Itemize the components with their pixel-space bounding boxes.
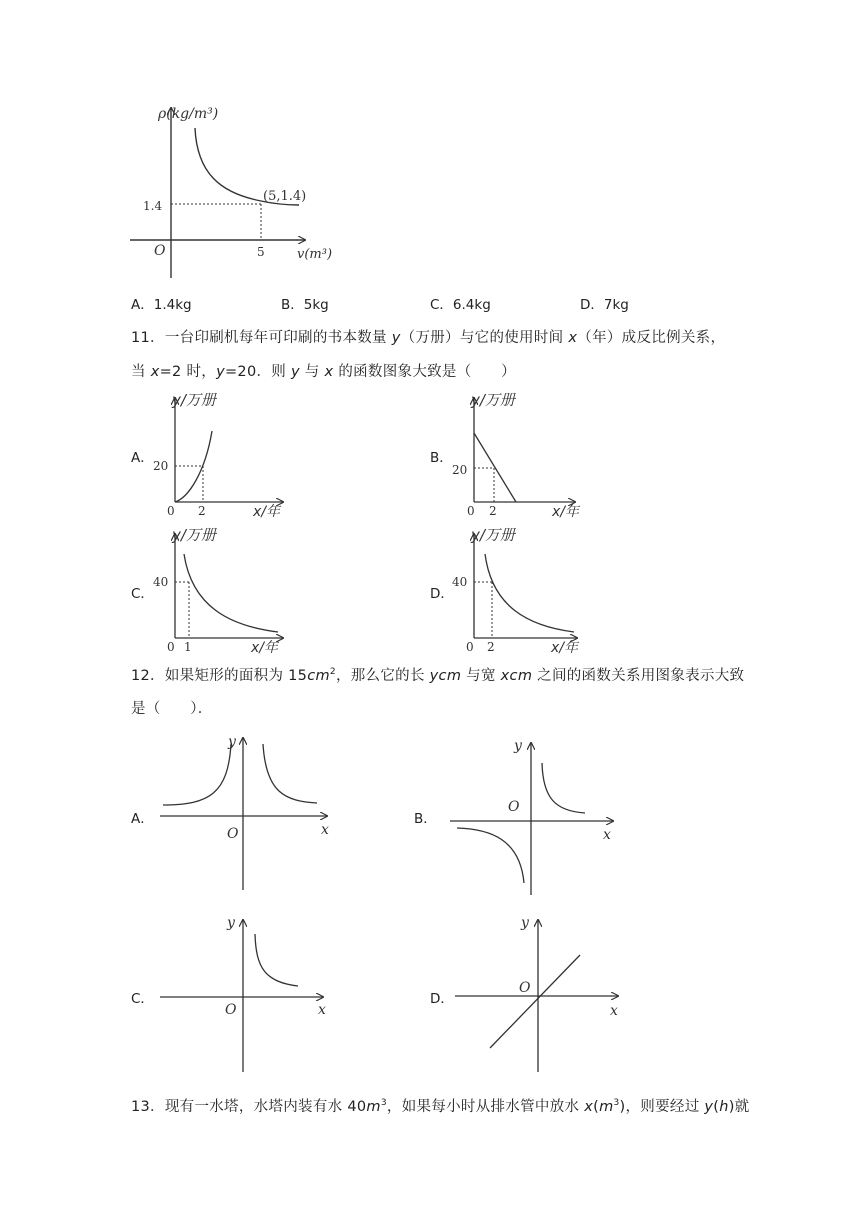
curve [255, 934, 298, 986]
x-axis-label: x/年 [551, 640, 579, 656]
origin-label: O [227, 826, 239, 842]
y-label: y [227, 915, 235, 931]
q12-option-d-label[interactable]: D． [430, 991, 454, 1007]
y-label: y [228, 734, 236, 750]
x-tick-label: 2 [489, 504, 497, 518]
q12-option-a-label[interactable]: A． [131, 811, 154, 827]
x-tick-label: 2 [198, 504, 206, 518]
q10-option-c[interactable]: C．6.4kg [430, 297, 491, 313]
origin-label: O [519, 980, 531, 996]
line [490, 955, 580, 1048]
curve-right [263, 744, 317, 803]
q10-option-d[interactable]: D．7kg [580, 297, 629, 313]
q11-option-c-label[interactable]: C． [131, 586, 154, 602]
x-label: x [318, 1002, 326, 1018]
y-tick-label: 20 [452, 463, 468, 477]
x-label: x [321, 822, 329, 838]
line [474, 433, 516, 502]
q12-graph-a[interactable] [155, 728, 340, 893]
x-axis-label: x/年 [552, 504, 580, 520]
y-label: y [514, 738, 522, 754]
curve [485, 554, 574, 632]
point-label: (5,1.4) [263, 189, 307, 204]
q11-graph-b[interactable] [450, 388, 580, 520]
origin-label: O [508, 799, 520, 815]
origin-label: 0 [167, 640, 175, 654]
q12-graph-d[interactable] [450, 910, 625, 1075]
y-axis-label: y/万册 [172, 391, 216, 409]
q11-graph-c[interactable] [150, 522, 290, 654]
y-axis-label: y/万册 [471, 526, 515, 544]
curve-left [163, 744, 231, 805]
origin-label: 0 [467, 504, 475, 518]
x-tick-label: 1 [184, 640, 192, 654]
q12-option-b-label[interactable]: B． [414, 811, 437, 827]
q11-option-b-label[interactable]: B． [430, 450, 453, 466]
q11-text-line1: 11．一台印刷机每年可印刷的书本数量 y（万册）与它的使用时间 x（年）成反比例关系， [131, 330, 726, 346]
curve [184, 554, 278, 632]
y-tick-label: 1.4 [143, 199, 163, 213]
q12-text-line1: 12．如果矩形的面积为 $15cm^2$，那么它的长 ycm 与宽 xcm 之间的函数关系用图象表示大致 [131, 667, 745, 684]
x-axis-label: v(m³) [297, 247, 333, 262]
q10-option-b[interactable]: B．5kg [281, 297, 329, 313]
q10-density-volume-graph [125, 98, 355, 283]
x-label: x [603, 827, 611, 843]
q11-option-a-label[interactable]: A． [131, 450, 154, 466]
q12-text-line2: 是（ ）． [131, 701, 213, 717]
x-label: x [610, 1003, 618, 1019]
x-axis-label: x/年 [251, 640, 279, 656]
q12-graph-c[interactable] [155, 910, 335, 1075]
y-axis-label: y/万册 [471, 391, 515, 409]
origin-label: O [225, 1002, 237, 1018]
q12-graph-b[interactable] [445, 733, 620, 898]
q11-graph-a[interactable] [150, 388, 290, 520]
q13-text-line1: 13．现有一水塔，水塔内装有水 $40m^3$，如果每小时从排水管中放水 $x(m^3)$，则要经过 y(h)就 [131, 1098, 750, 1115]
q11-text-line2: 当 x=2 时，y=20．则 y 与 x 的函数图象大致是（ ） [131, 364, 516, 380]
curve-q1 [542, 763, 585, 813]
curve-q3 [457, 828, 524, 883]
y-axis-label: ρ(kg/m³) [158, 106, 219, 122]
q11-graph-d[interactable] [450, 522, 582, 654]
y-label: y [521, 915, 529, 931]
origin-label: O [154, 243, 166, 259]
x-axis-label: x/年 [253, 504, 281, 520]
y-tick-label: 20 [153, 459, 169, 473]
x-tick-label: 2 [487, 640, 495, 654]
y-tick-label: 40 [452, 575, 468, 589]
q12-option-c-label[interactable]: C． [131, 991, 154, 1007]
x-tick-label: 5 [257, 245, 265, 259]
y-tick-label: 40 [153, 575, 169, 589]
origin-label: 0 [167, 504, 175, 518]
q10-option-a[interactable]: A．1.4kg [131, 297, 192, 313]
y-axis-label: y/万册 [172, 526, 216, 544]
q11-option-d-label[interactable]: D． [430, 586, 454, 602]
origin-label: 0 [466, 640, 474, 654]
